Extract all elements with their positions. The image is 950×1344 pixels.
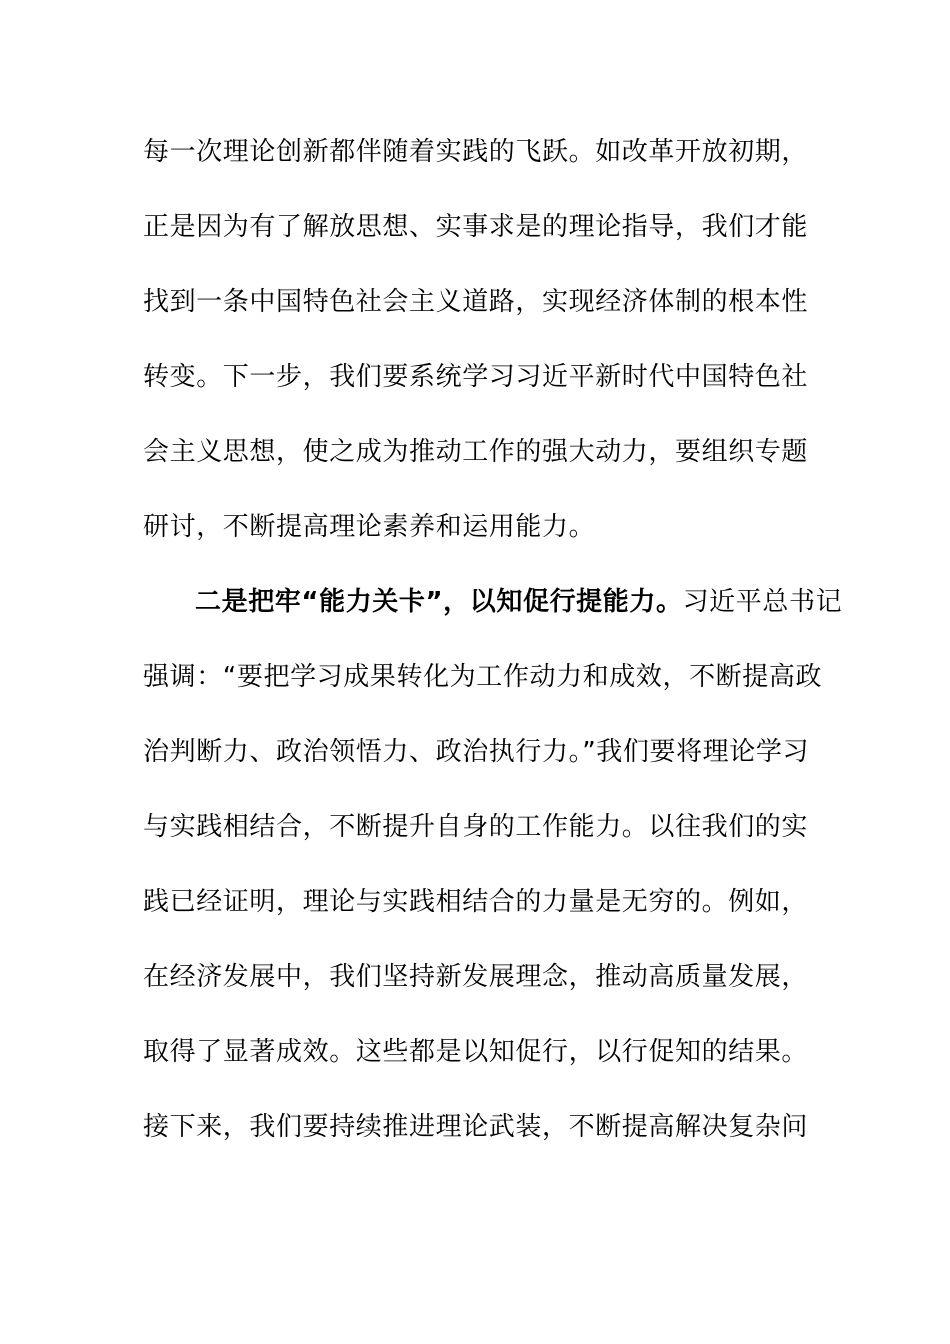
section-heading: 二是把牢“能力关卡”，以知促行提能力。 (195, 587, 683, 617)
paragraph-line: 与实践相结合，不断提升自身的工作能力。以往我们的实 (143, 812, 809, 842)
paragraph-line: 治判断力、政治领悟力、政治执行力。”我们要将理论学习 (143, 737, 810, 767)
paragraph-line: 取得了显著成效。这些都是以知促行，以行促知的结果。 (143, 1037, 809, 1067)
paragraph-line: 会主义思想，使之成为推动工作的强大动力，要组织专题 (143, 437, 809, 467)
paragraph-line: 研讨，不断提高理论素养和运用能力。 (143, 512, 596, 542)
paragraph-line: 强调：“要把学习成果转化为工作动力和成效，不断提高政 (143, 662, 823, 692)
paragraph-line: 找到一条中国特色社会主义道路，实现经济体制的根本性 (143, 287, 809, 317)
paragraph-line: 在经济发展中，我们坚持新发展理念，推动高质量发展， (143, 962, 809, 992)
heading-line-rest: 习近平总书记 (682, 587, 843, 617)
paragraph-line: 正是因为有了解放思想、实事求是的理论指导，我们才能 (143, 212, 809, 242)
paragraph-2 (143, 565, 843, 1165)
paragraph-line: 践已经证明，理论与实践相结合的力量是无穷的。例如， (143, 887, 809, 917)
paragraph-1 (143, 115, 813, 565)
paragraph-first-line (143, 565, 843, 640)
paragraph-line: 转变。下一步，我们要系统学习习近平新时代中国特色社 (143, 362, 809, 392)
paragraph-line: 每一次理论创新都伴随着实践的飞跃。如改革开放初期， (143, 137, 809, 167)
paragraph-line: 接下来，我们要持续推进理论武装，不断提高解决复杂问 (143, 1112, 809, 1142)
